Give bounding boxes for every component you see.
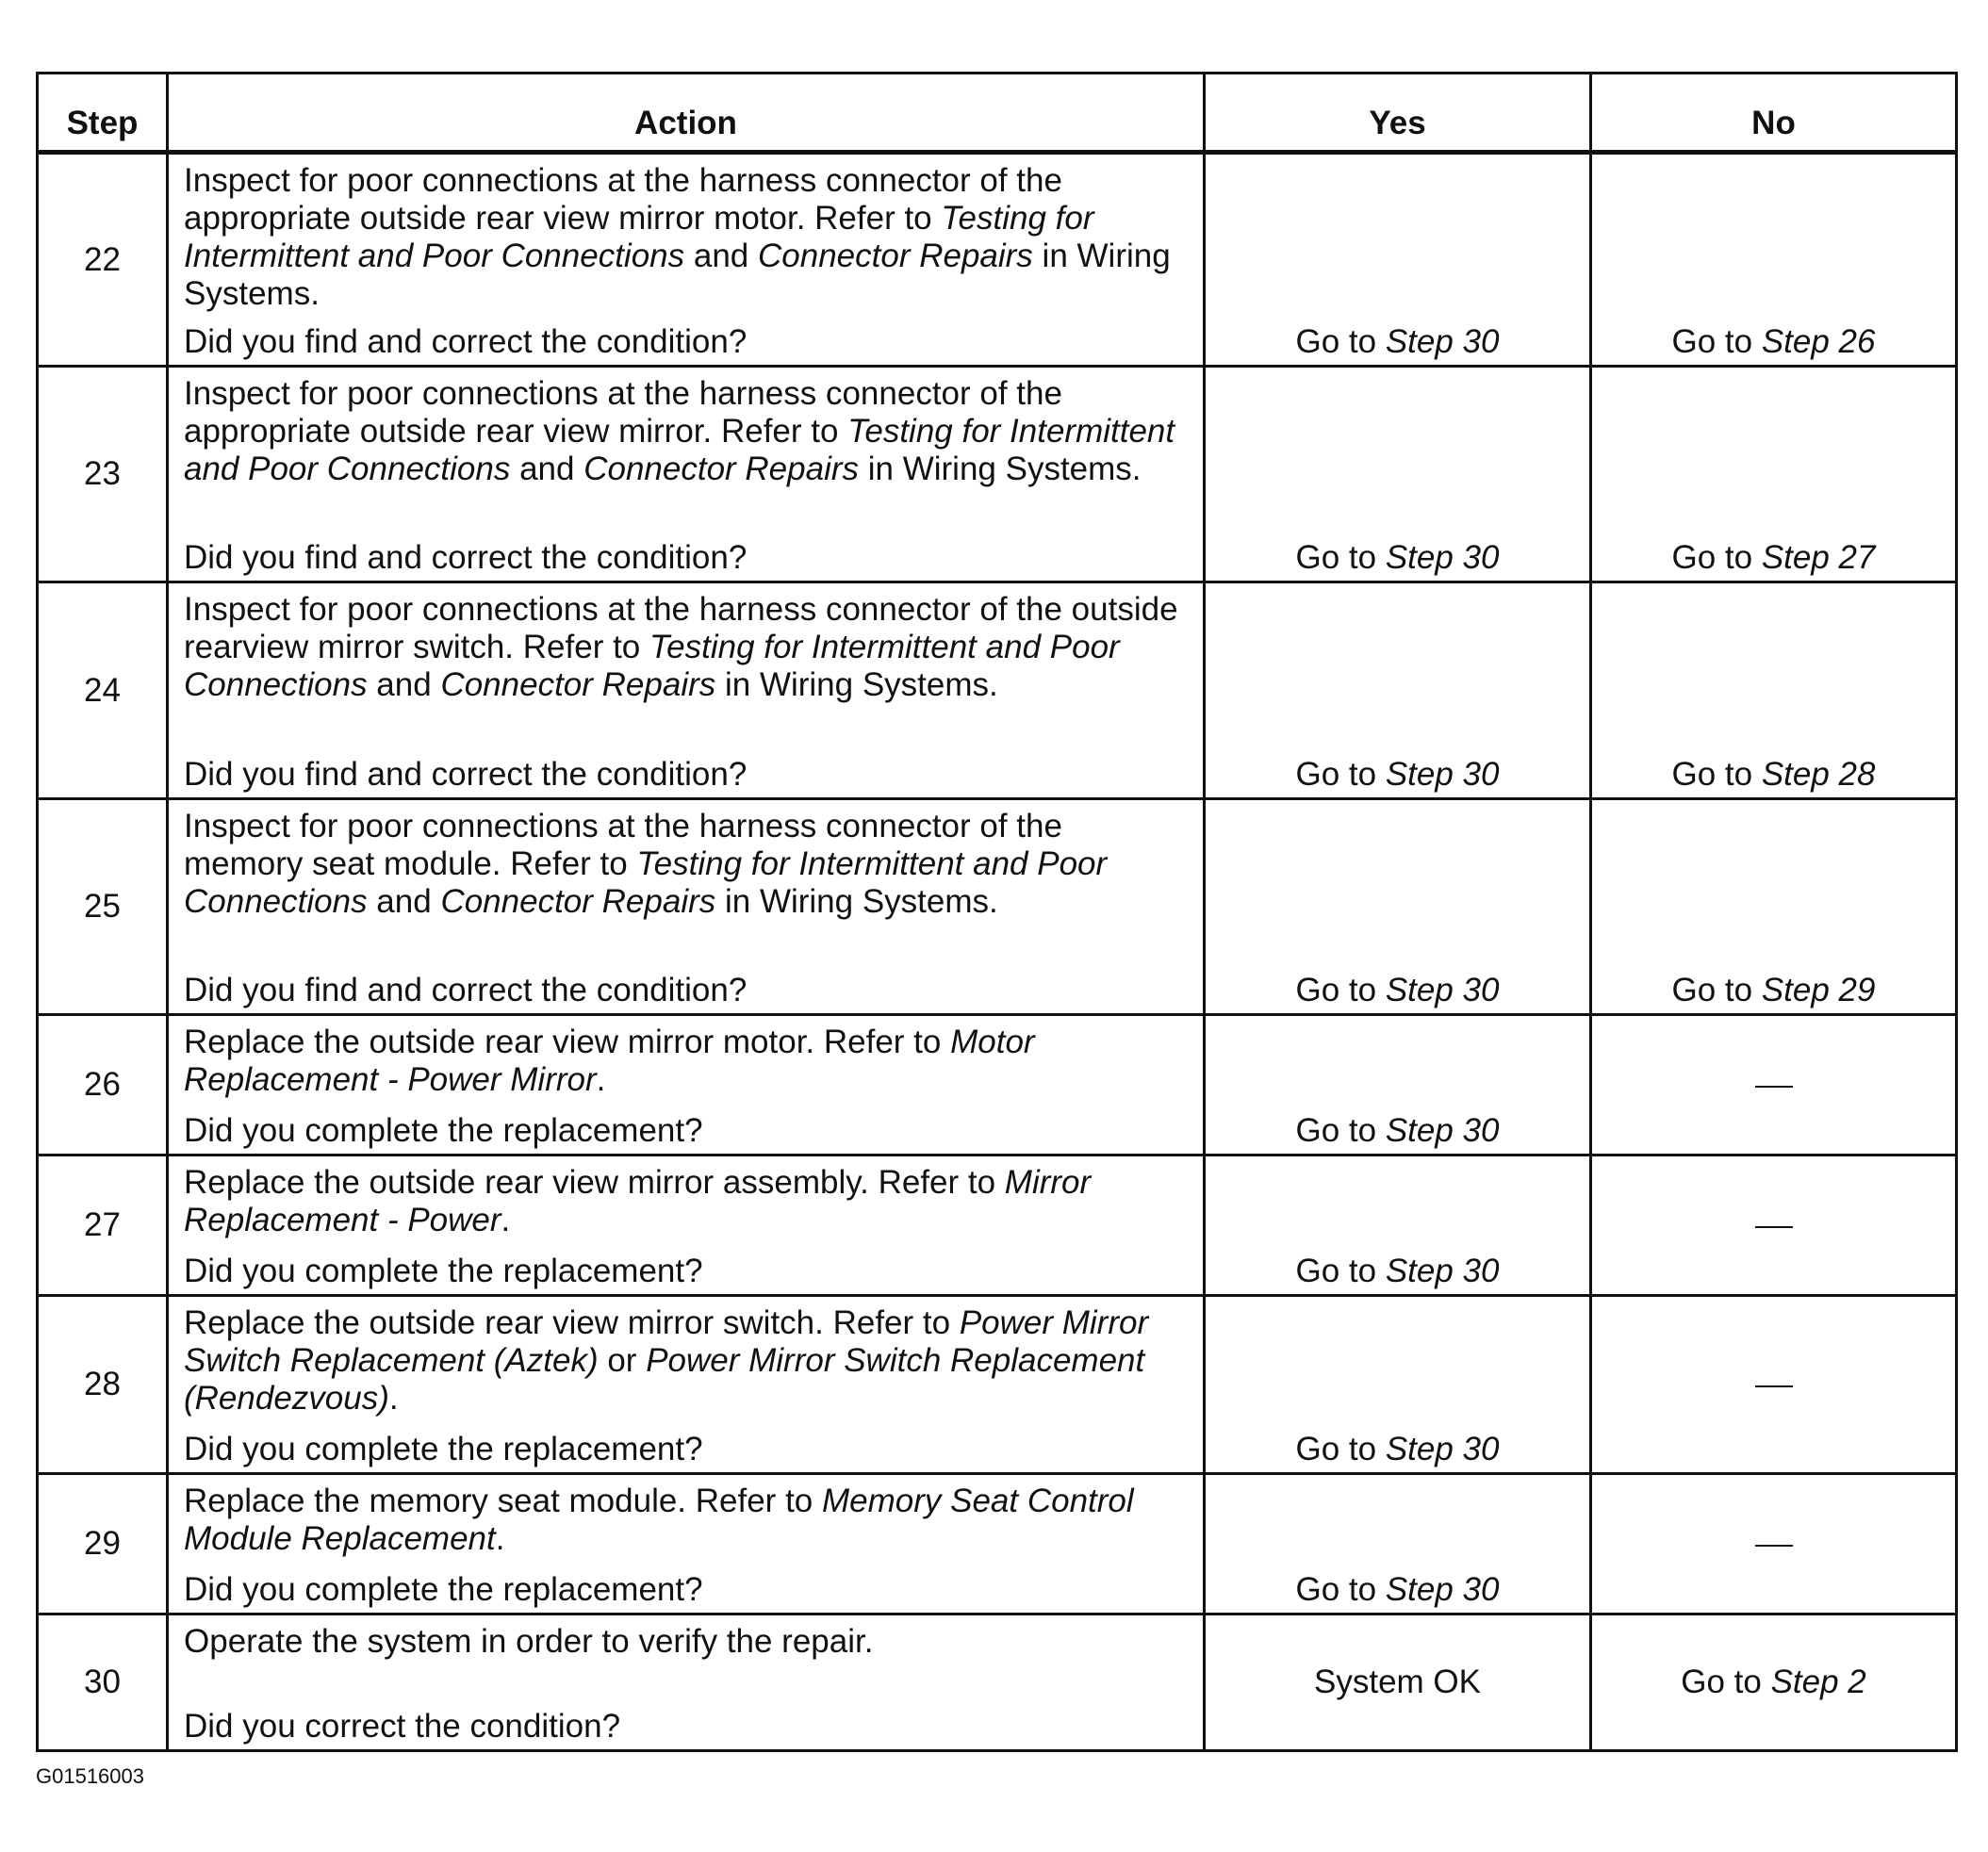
action-cell (168, 1155, 1205, 1296)
text-segment: Go to (1295, 1571, 1386, 1608)
text-segment: in Wiring Systems. (715, 666, 998, 703)
step-number: 23 (38, 367, 168, 582)
text-segment: Replace the outside rear view mirror assembly. Refer to (184, 1164, 1005, 1201)
yes-result (1205, 1015, 1591, 1155)
text-segment: Go to (1295, 756, 1386, 793)
action-text (169, 1615, 1203, 1661)
reference-italic: Motor Replacement - Power Mirror (184, 1024, 1035, 1098)
text-segment: Replace the memory seat module. Refer to (184, 1483, 822, 1519)
action-cell (168, 582, 1205, 799)
text-segment: Operate the system in order to verify the repair. (184, 1623, 874, 1660)
text-segment: Go to (1295, 1431, 1386, 1467)
step-number: 25 (38, 799, 168, 1015)
action-text (169, 155, 1203, 313)
reference-italic: Step 30 (1385, 323, 1500, 360)
action-question: Did you complete the replacement? (184, 1112, 703, 1149)
text-segment: or (598, 1342, 647, 1379)
reference-italic: Step 2 (1770, 1664, 1866, 1700)
step-number: 26 (38, 1015, 168, 1155)
step-number: 24 (38, 582, 168, 799)
reference-italic: Step 30 (1385, 1431, 1500, 1467)
reference-italic: Step 30 (1385, 1571, 1500, 1608)
text-segment: Go to (1671, 539, 1762, 576)
action-text (169, 800, 1203, 921)
table-row (38, 799, 1957, 1015)
reference-italic: Testing for Intermittent and Poor Connections (184, 845, 1108, 920)
text-segment: and (510, 451, 584, 487)
text-segment: and (367, 883, 441, 920)
yes-result (1205, 1296, 1591, 1474)
no-result (1591, 1614, 1957, 1751)
no-result (1591, 582, 1957, 799)
dash-mark (1755, 1226, 1793, 1228)
action-text (169, 368, 1203, 488)
action-cell (168, 153, 1205, 367)
reference-italic: Power Mirror Switch Replacement (Aztek) (184, 1304, 1149, 1379)
yes-result (1205, 799, 1591, 1015)
reference-italic: Testing for Intermittent and Poor Connections (184, 413, 1175, 487)
text-segment: Go to (1295, 972, 1386, 1008)
action-question: Did you find and correct the condition? (184, 972, 748, 1008)
text-segment: . (501, 1202, 511, 1238)
text-segment: Go to (1671, 972, 1762, 1008)
text-segment: in Wiring Systems. (715, 883, 998, 920)
reference-italic: Step 30 (1385, 972, 1500, 1008)
reference-italic: Memory Seat Control Module Replacement (184, 1483, 1134, 1557)
table-row (38, 1155, 1957, 1296)
action-text (169, 1156, 1203, 1239)
header-yes: Yes (1205, 74, 1591, 153)
action-text (169, 1297, 1203, 1418)
dash-mark (1755, 1385, 1793, 1387)
text-segment: and (367, 666, 441, 703)
reference-italic: Step 28 (1761, 756, 1876, 793)
text-segment: Inspect for poor connections at the harness connector of the memory seat module. Refer to (184, 808, 1062, 882)
no-result-none (1591, 1155, 1957, 1296)
text-segment: Inspect for poor connections at the harness connector of the outside rearview mirror switch. Refer to (184, 591, 1178, 665)
text-segment: Go to (1295, 1253, 1386, 1289)
table-row (38, 367, 1957, 582)
reference-italic: Testing for Intermittent and Poor Connections (184, 629, 1120, 703)
action-text (169, 583, 1203, 704)
no-result (1591, 153, 1957, 367)
action-question: Did you complete the replacement? (184, 1571, 703, 1608)
reference-italic: Step 30 (1385, 1253, 1500, 1289)
text-segment: Go to (1671, 756, 1762, 793)
no-result-none (1591, 1296, 1957, 1474)
text-segment: Go to (1671, 323, 1762, 360)
diagnostic-table (36, 72, 1958, 1752)
action-question: Did you find and correct the condition? (184, 539, 748, 576)
text-segment: Go to (1295, 1112, 1386, 1149)
table-row (38, 1015, 1957, 1155)
text-segment: Replace the outside rear view mirror switch. Refer to (184, 1304, 960, 1341)
reference-italic: Step 30 (1385, 1112, 1500, 1149)
table-row (38, 153, 1957, 367)
action-question: Did you find and correct the condition? (184, 323, 748, 360)
header-row (38, 74, 1957, 153)
action-question: Did you complete the replacement? (184, 1431, 703, 1467)
table-row (38, 582, 1957, 799)
action-cell (168, 1474, 1205, 1614)
action-cell (168, 1614, 1205, 1751)
action-text (169, 1475, 1203, 1558)
no-result-none (1591, 1474, 1957, 1614)
table-row (38, 1296, 1957, 1474)
yes-result (1205, 582, 1591, 799)
action-cell (168, 799, 1205, 1015)
no-result (1591, 367, 1957, 582)
text-segment: in Wiring Systems. (859, 451, 1142, 487)
yes-result (1205, 1155, 1591, 1296)
text-segment: Go to (1295, 323, 1386, 360)
action-question: Did you complete the replacement? (184, 1253, 703, 1289)
reference-italic: Connector Repairs (583, 451, 860, 487)
yes-result (1205, 153, 1591, 367)
reference-italic: Step 30 (1385, 756, 1500, 793)
table-row (38, 1614, 1957, 1751)
action-text (169, 1016, 1203, 1099)
reference-italic: Testing for Intermittent and Poor Connections (184, 200, 1094, 274)
reference-italic: Mirror Replacement - Power (184, 1164, 1092, 1238)
action-cell (168, 367, 1205, 582)
text-segment: . (596, 1061, 606, 1098)
reference-italic: Connector Repairs (440, 883, 716, 920)
text-segment: Inspect for poor connections at the harness connector of the appropriate outside rear view mirror motor. Refer to (184, 162, 1062, 237)
header-step: Step (38, 74, 168, 153)
dash-mark (1755, 1086, 1793, 1088)
text-segment: . (495, 1520, 505, 1557)
text-segment: Inspect for poor connections at the harness connector of the appropriate outside rear view mirror. Refer to (184, 375, 1062, 450)
step-number: 27 (38, 1155, 168, 1296)
reference-italic: Step 29 (1761, 972, 1876, 1008)
text-segment: Go to (1681, 1664, 1771, 1700)
header-no: No (1591, 74, 1957, 153)
reference-italic: Step 30 (1385, 539, 1500, 576)
no-result (1591, 799, 1957, 1015)
reference-italic: Power Mirror Switch Replacement (Rendezvous) (184, 1342, 1145, 1417)
text-segment: Replace the outside rear view mirror motor. Refer to (184, 1024, 951, 1060)
no-result-none (1591, 1015, 1957, 1155)
text-segment: and (684, 238, 758, 274)
figure-id: G01516003 (36, 1764, 144, 1788)
reference-italic: Connector Repairs (440, 666, 716, 703)
action-question: Did you correct the condition? (184, 1708, 621, 1745)
step-number: 29 (38, 1474, 168, 1614)
step-number: 22 (38, 153, 168, 367)
text-segment: . (388, 1380, 399, 1417)
reference-italic: Connector Repairs (758, 238, 1033, 274)
action-question: Did you find and correct the condition? (184, 756, 748, 793)
yes-result (1205, 1474, 1591, 1614)
header-action: Action (168, 74, 1205, 153)
step-number: 30 (38, 1614, 168, 1751)
action-cell (168, 1015, 1205, 1155)
text-segment: in Wiring Systems. (184, 238, 1171, 312)
yes-result (1205, 367, 1591, 582)
text-segment: System OK (1314, 1664, 1481, 1700)
dash-mark (1755, 1545, 1793, 1547)
reference-italic: Step 27 (1761, 539, 1876, 576)
table-row (38, 1474, 1957, 1614)
text-segment: Go to (1295, 539, 1386, 576)
reference-italic: Step 26 (1761, 323, 1876, 360)
step-number: 28 (38, 1296, 168, 1474)
action-cell (168, 1296, 1205, 1474)
yes-result (1205, 1614, 1591, 1751)
